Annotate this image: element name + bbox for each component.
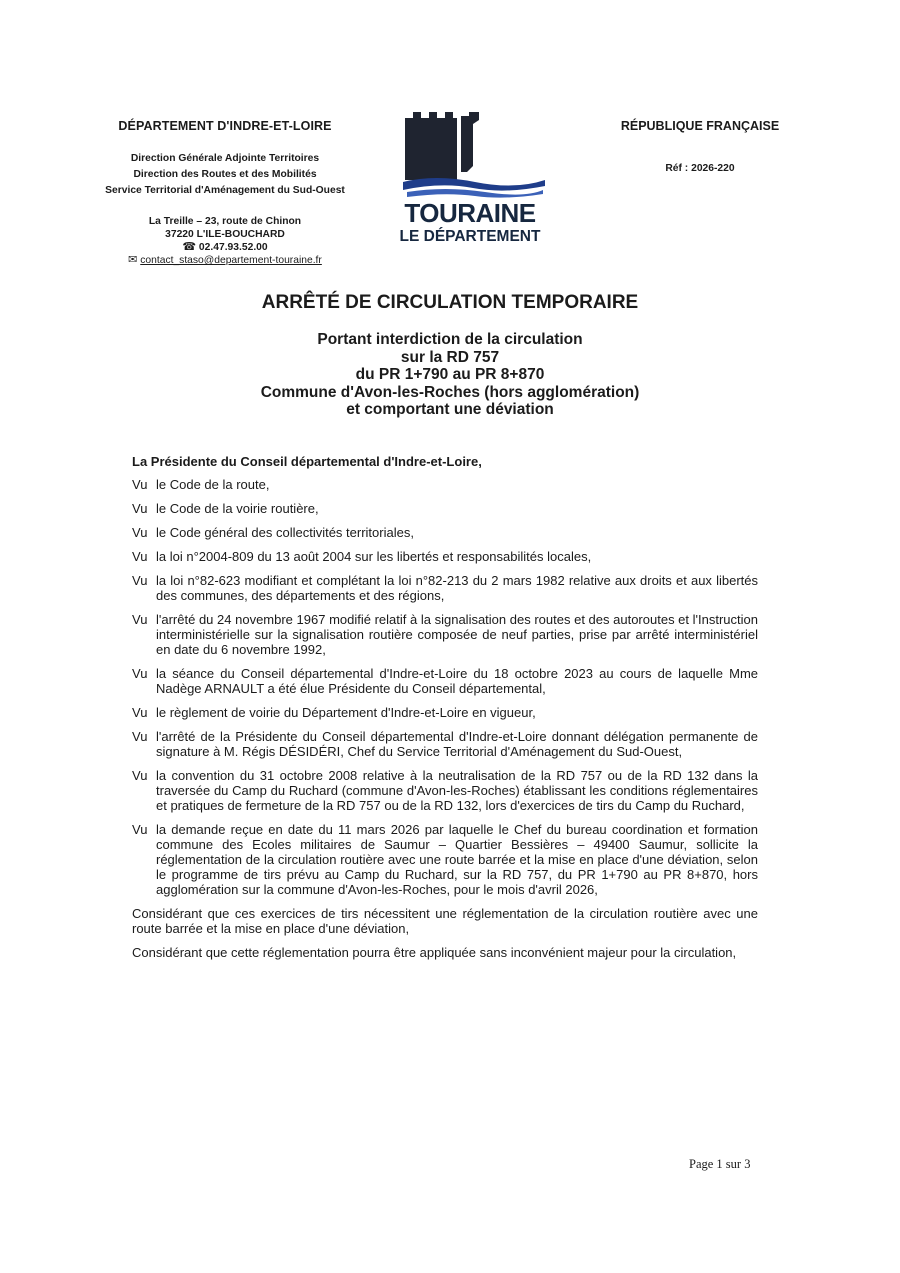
vu-label: Vu [132,612,148,627]
subtitle-line: du PR 1+790 au PR 8+870 [355,366,545,383]
subtitle-line: et comportant une déviation [346,401,554,418]
vu-item [132,822,758,897]
address-street: La Treille – 23, route de Chinon [148,216,302,227]
reference-number: Réf : 2026-220 [665,163,735,174]
vu-label: Vu [132,768,148,783]
intro-line: La Présidente du Conseil départemental d'Indre-et-Loire, [132,454,482,469]
directions-list [60,151,390,199]
vu-label: Vu [132,822,148,837]
vu-label: Vu [132,525,148,540]
vu-label: Vu [132,477,148,492]
email-link[interactable]: contact_staso@departement-touraine.fr [140,255,322,266]
vu-label: Vu [132,549,148,564]
vu-label: Vu [132,705,148,720]
direction-line: Service Territorial d'Aménagement du Sud-Ouest [105,185,345,196]
vu-label: Vu [132,729,148,744]
document-subtitle [0,331,900,419]
logo-wordmark: TOURAINE [404,198,536,228]
page-number: Page 1 sur 3 [689,1157,751,1171]
vu-label: Vu [132,666,148,681]
vu-item [132,666,758,696]
logo-subtitle: LE DÉPARTEMENT [399,228,541,245]
vu-text: le Code de la voirie routière, [156,501,319,516]
vu-text: la loi n°82-623 modifiant et complétant la loi n°82-213 du 2 mars 1982 relative aux droits et aux libertés des communes, des départements et des régions, [156,573,758,603]
phone-icon: ☎ [182,241,197,253]
vu-item [132,573,758,603]
vu-label: Vu [132,501,148,516]
vu-text: la convention du 31 octobre 2008 relative à la neutralisation de la RD 757 ou de la RD 132 dans la traversée du Camp du Ruchard (commune d'Avon-les-Roches) établissant les conditions réglementaires et pratiques de fermeture de la RD 757 ou de la RD 132, lors d'exercices de tirs du Camp du Ruchard, [156,768,758,813]
phone-number: 02.47.93.52.00 [198,242,268,253]
vu-text: l'arrêté de la Présidente du Conseil départemental d'Indre-et-Loire donnant délégation permanente de signature à M. Régis DÉSIDÉRI, Chef du Service Territorial d'Aménagement du Sud-Ouest, [156,729,758,759]
vu-text: l'arrêté du 24 novembre 1967 modifié relatif à la signalisation des routes et des autoroutes et l'Instruction interministérielle sur la signalisation routière composée de neuf parties, prise par arrêté interministériel en date du 6 novembre 1992, [156,612,758,657]
vu-text: la séance du Conseil départemental d'Indre-et-Loire du 18 octobre 2023 au cours de laquelle Mme Nadège ARNAULT a été élue Présidente du Conseil départemental, [156,666,758,696]
direction-line: Direction Générale Adjointe Territoires [130,153,320,164]
subtitle-line: sur la RD 757 [400,348,500,366]
considerant-paragraph: Considérant que ces exercices de tirs nécessitent une réglementation de la circulation routière avec une route barrée et la mise en place d'une déviation, [132,906,758,936]
vu-item [132,501,758,516]
vu-item [132,477,758,492]
vu-label: Vu [132,573,148,588]
vu-item [132,612,758,657]
envelope-icon: ✉ [128,254,138,266]
vu-text: la demande reçue en date du 11 mars 2026 par laquelle le Chef du bureau coordination et formation commune des Ecoles militaires de Saumur – Quartier Bessières – 49400 Saumur, sollicite la réglementation de la circulation routière avec une route barrée et la mise en place d'une déviation, selon le programme de tirs prévu au Camp du Ruchard, sur la RD 757, du PR 1+790 au PR 8+870, hors agglomération sur la commune d'Avon-les-Roches, pour le mois d'avril 2026, [156,822,758,897]
direction-line: Direction des Routes et des Mobilités [133,169,317,180]
address-block [60,215,390,267]
address-city: 37220 L'ILE-BOUCHARD [165,229,285,240]
subtitle-line: Commune d'Avon-les-Roches (hors agglomération) [260,383,640,401]
vu-item [132,705,758,720]
issuer-block [60,119,390,267]
vu-text: le règlement de voirie du Département d'Indre-et-Loire en vigueur, [156,705,536,720]
tower-icon [395,110,555,200]
phone-line [60,241,390,254]
document-title: ARRÊTÉ DE CIRCULATION TEMPORAIRE [261,292,639,313]
considerant-paragraph: Considérant que cette réglementation pourra être appliquée sans inconvénient majeur pour la circulation, [132,945,737,960]
vu-item [132,729,758,759]
vu-item [132,549,758,564]
republic-block [580,119,820,174]
vu-text: le Code général des collectivités territoriales, [156,525,414,540]
document-body [132,454,758,969]
republic-label: RÉPUBLIQUE FRANÇAISE [620,119,780,133]
email-line [60,254,390,267]
vu-text: la loi n°2004-809 du 13 août 2004 sur les libertés et responsabilités locales, [156,549,592,564]
vu-item [132,768,758,813]
vu-item [132,525,758,540]
touraine-logo [395,110,555,250]
department-name: DÉPARTEMENT D'INDRE-ET-LOIRE [118,119,332,133]
vu-text: le Code de la route, [156,477,270,492]
subtitle-line: Portant interdiction de la circulation [317,331,583,348]
